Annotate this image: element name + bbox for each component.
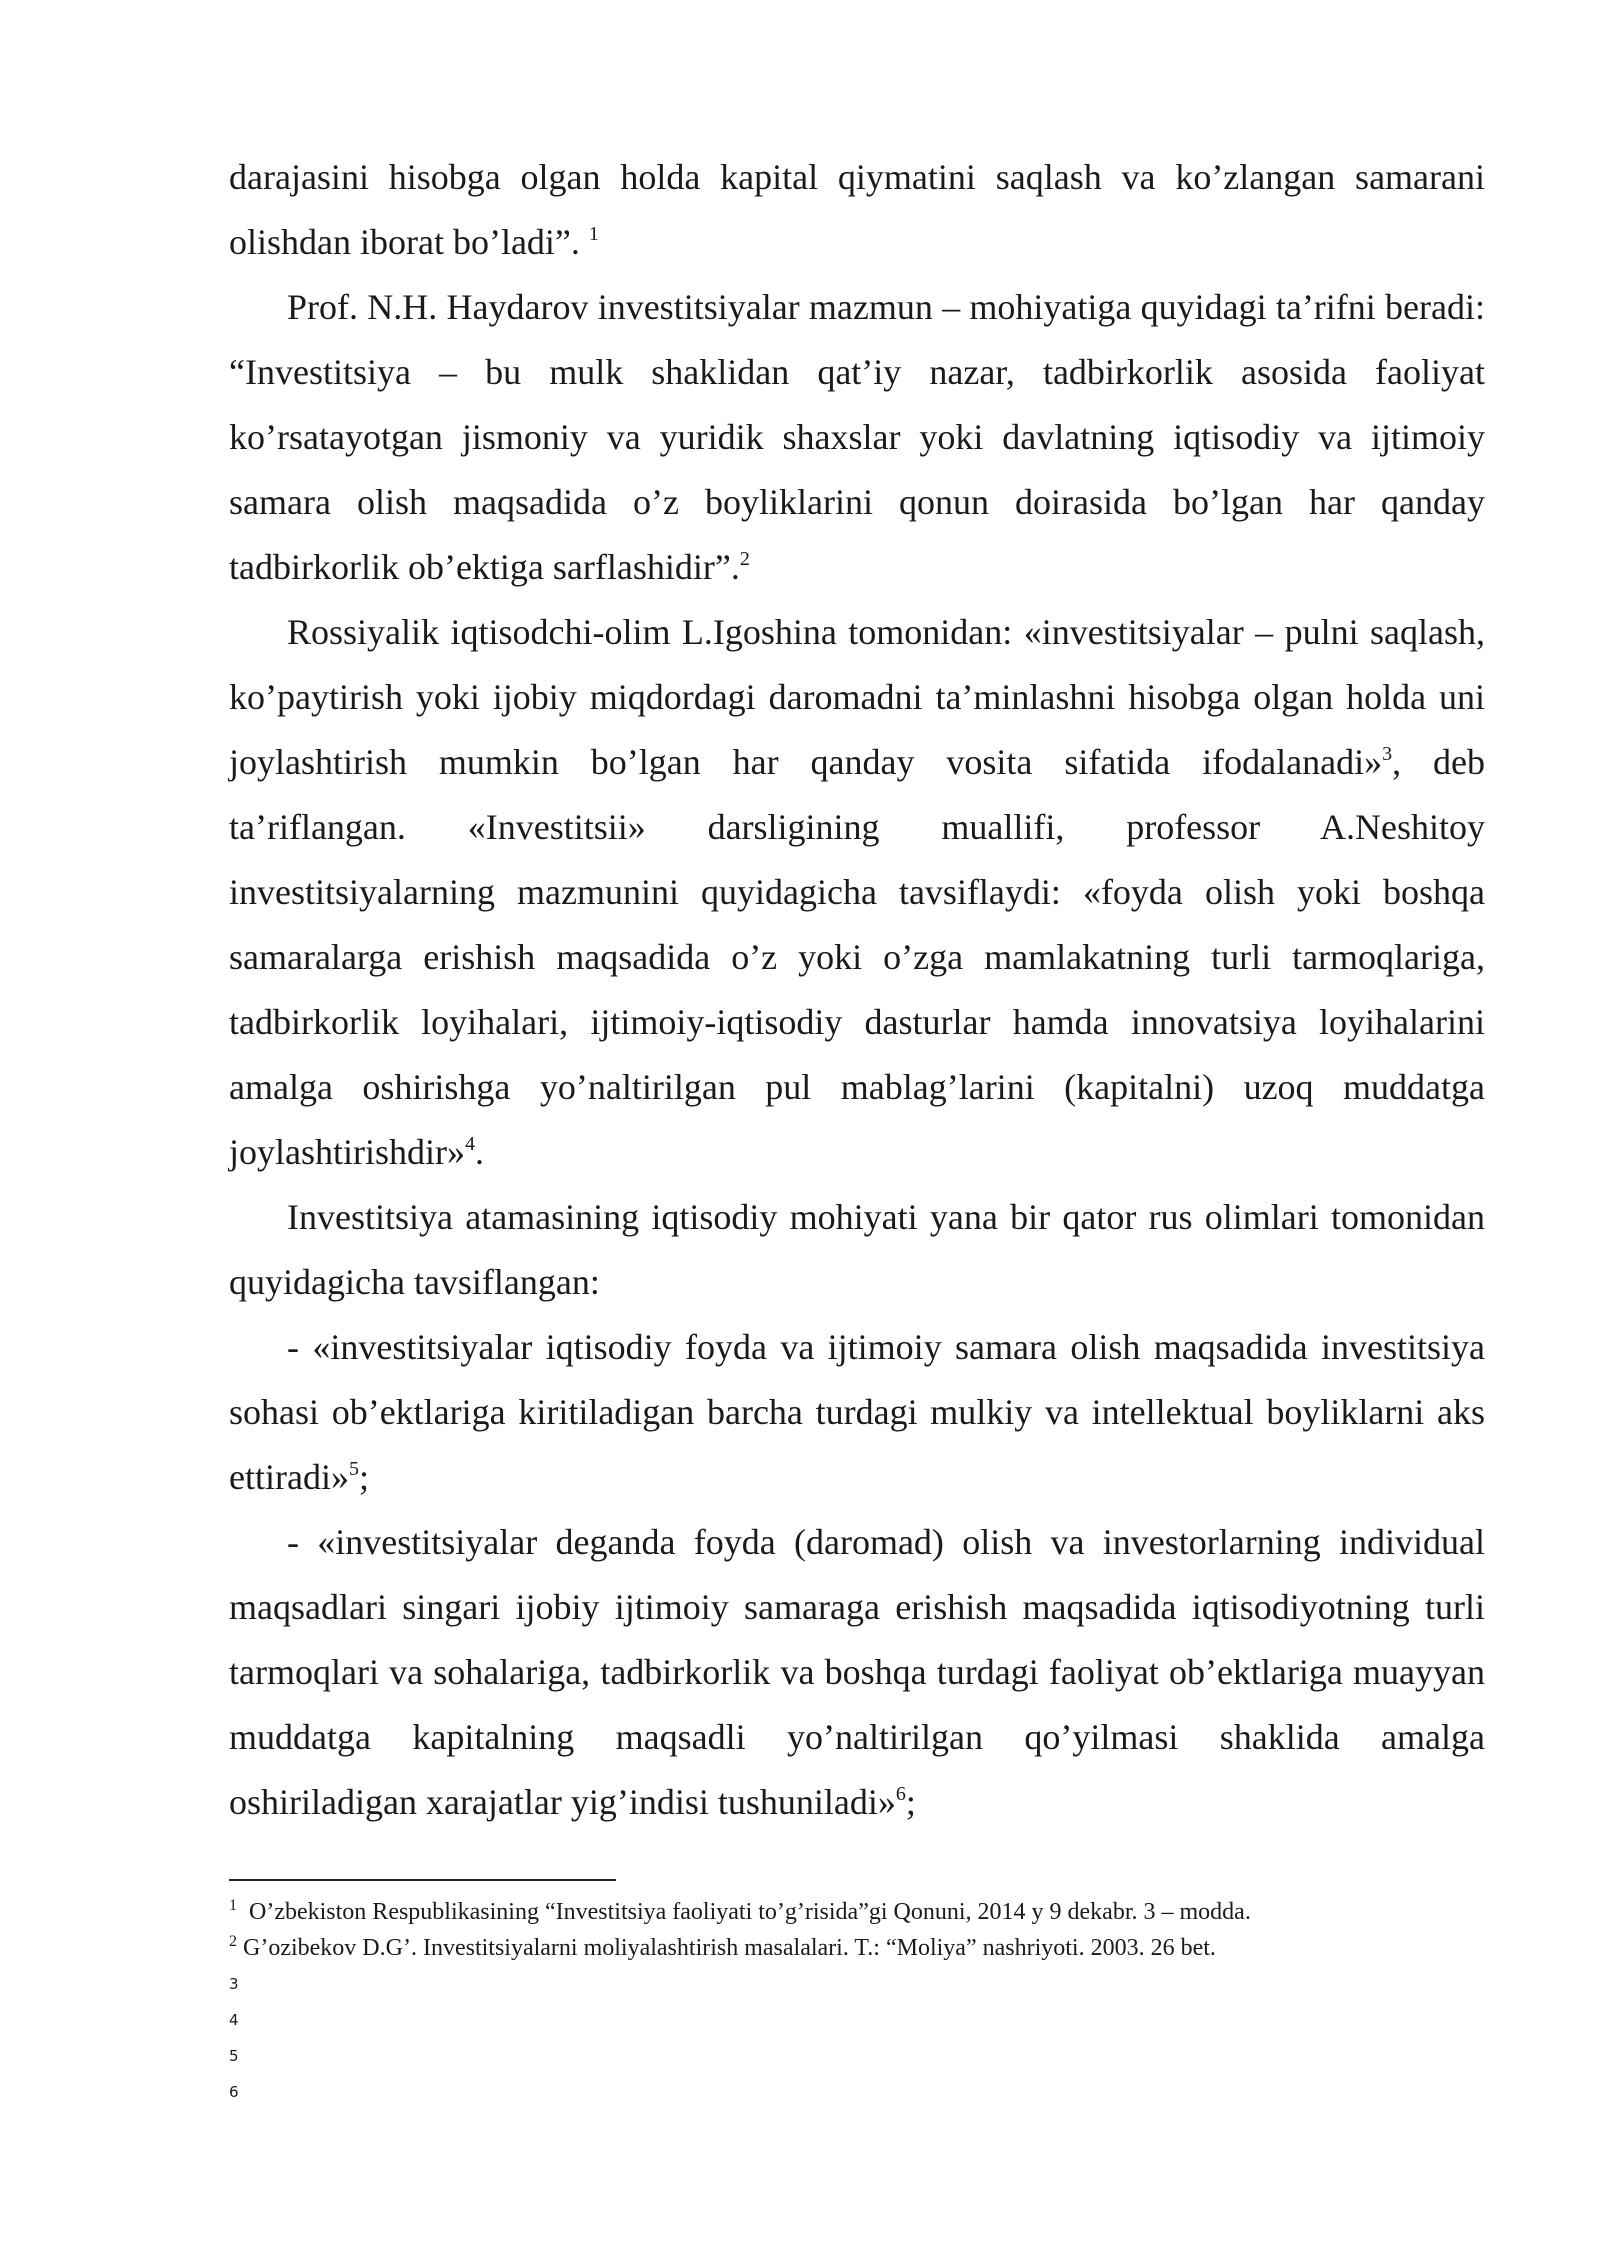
paragraph: [229, 1185, 1485, 1315]
paragraph-text: ;: [358, 1457, 369, 1497]
footnote-text: G’ozibekov D.G’. Investitsiyalarni moliyalashtirish masalalari. T.: “Moliya” nashriyoti. 2003. 26 bet.: [237, 1935, 1216, 1961]
footnote-reference[interactable]: 3: [1382, 743, 1393, 765]
paragraph-text: Investitsiya atamasining iqtisodiy mohiyati yana bir qator rus olimlari tomonidan quyidagicha tavsiflangan:: [229, 1197, 1485, 1302]
footnote-reference[interactable]: 5: [348, 1458, 359, 1480]
footnote-item: [229, 1894, 1485, 1930]
body-text: [229, 145, 1485, 1835]
footnote-number: 3: [229, 1975, 239, 1993]
footnote-reference[interactable]: 4: [465, 1133, 475, 1155]
footnote-number: 1: [229, 1897, 237, 1914]
footnote-number: 5: [229, 2047, 239, 2065]
footnote-item: [229, 1966, 1485, 2002]
footnotes: [229, 1894, 1485, 2110]
paragraph: [229, 1510, 1485, 1835]
footnote-reference[interactable]: 2: [739, 548, 750, 570]
paragraph-text: , deb ta’riflangan. «Investitsii» darsligining muallifi, professor A.Neshitoy investitsiyalarning mazmunini quyidagicha tavsiflaydi: «foyda olish yoki boshqa samaralarga erishish maqsadida o’z yoki o’zga mamlakatning turli tarmoqlariga, tadbirkorlik loyihalari, ijtimoiy-iqtisodiy dasturlar hamda innovatsiya loyihalarini amalga oshirishga yo’naltirilgan pul mablag’larini (kapitalni) uzoq muddatga joylashtirishdir»: [229, 742, 1485, 1172]
footnote-number: 6: [229, 2083, 239, 2101]
footnote-item: [229, 2002, 1485, 2038]
paragraph: [229, 145, 1485, 275]
paragraph-text: darajasini hisobga olgan holda kapital qiymatini saqlash va ko’zlangan samarani olishdan iborat bo’ladi”.: [229, 157, 1485, 262]
paragraph: [229, 600, 1485, 1185]
footnote-number: 2: [229, 1933, 237, 1950]
paragraph: [229, 275, 1485, 600]
paragraph-text: ;: [905, 1782, 916, 1822]
paragraph-text: - «investitsiyalar iqtisodiy foyda va ijtimoiy samara olish maqsadida investitsiya sohasi ob’ektlariga kiritiladigan barcha turdagi mulkiy va intellektual boyliklarni aks ettiradi»: [229, 1327, 1485, 1497]
footnote-text: O’zbekiston Respublikasining “Investitsiya faoliyati to’g’risida”gi Qonuni, 2014 y 9 dekabr. 3 – modda.: [237, 1899, 1251, 1925]
footnote-item: [229, 2038, 1485, 2074]
footnote-item: [229, 1930, 1485, 1966]
paragraph: [229, 1315, 1485, 1510]
footnote-item: [229, 2074, 1485, 2110]
paragraph-text: Prof. N.H. Haydarov investitsiyalar mazmun – mohiyatiga quyidagi ta’rifni beradi: “Investitsiya – bu mulk shaklidan qat’iy nazar, tadbirkorlik asosida faoliyat ko’rsatayotgan jismoniy va yuridik shaxslar yoki davlatning iqtisodiy va ijtimoiy samara olish maqsadida o’z boyliklarini qonun doirasida bo’lgan har qanday tadbirkorlik ob’ektiga sarflashidir”.: [229, 287, 1485, 587]
paragraph-text: Rossiyalik iqtisodchi-olim L.Igoshina tomonidan: «investitsiyalar – pulni saqlash, ko’paytirish yoki ijobiy miqdordagi daromadni ta’minlashni hisobga olgan holda uni joylashtirish mumkin bo’lgan har qanday vosita sifatida ifodalanadi»: [229, 612, 1485, 782]
footnote-number: 4: [229, 2011, 239, 2029]
paragraph-text: .: [475, 1132, 484, 1172]
paragraph-text: - «investitsiyalar deganda foyda (daromad) olish va investorlarning individual maqsadlari singari ijobiy ijtimoiy samaraga erishish maqsadida iqtisodiyotning turli tarmoqlari va sohalariga, tadbirkorlik va boshqa turdagi faoliyat ob’ektlariga muayyan muddatga kapitalning maqsadli yo’naltirilgan qo’yilmasi shaklida amalga oshiriladigan xarajatlar yig’indisi tushuniladi»: [229, 1522, 1485, 1822]
footnote-separator: [229, 1879, 616, 1881]
footnote-reference[interactable]: 6: [895, 1783, 906, 1805]
footnote-reference[interactable]: 1: [588, 223, 599, 245]
